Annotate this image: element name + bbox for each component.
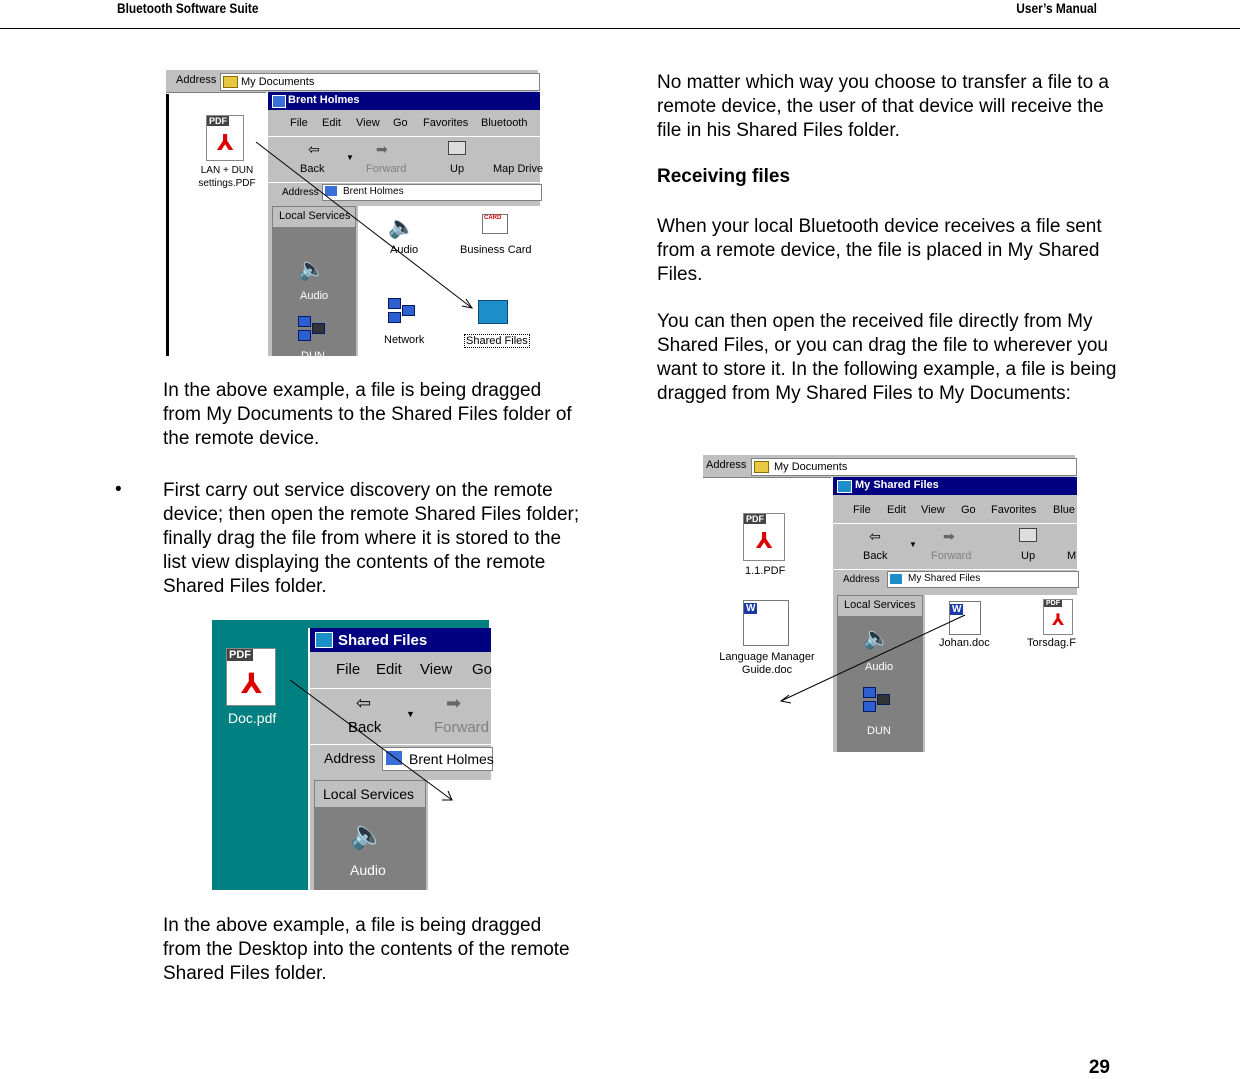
business-card-icon: CARD [482, 214, 508, 234]
dropdown-icon[interactable]: ▼ [406, 709, 415, 719]
dropdown-icon[interactable]: ▼ [909, 540, 917, 549]
speaker-icon: 🔈 [388, 214, 416, 239]
list-item-audio[interactable]: Audio [390, 244, 419, 256]
speaker-icon: 🔈 [863, 625, 891, 650]
word-document-icon[interactable]: W [743, 600, 789, 646]
back-button[interactable]: Back [300, 163, 325, 175]
address-field[interactable]: Brent Holmes [382, 747, 493, 771]
pane-item-audio[interactable]: Audio [865, 661, 894, 673]
forward-button[interactable]: Forward [366, 163, 407, 175]
speaker-icon: 🔈 [298, 256, 326, 281]
pane-item-dun[interactable]: DUN [301, 350, 325, 362]
paragraph-transfer: No matter which way you choose to transfer a file to a remote device, the user of that device will receive the file in his Shared Files folder. [657, 72, 1109, 141]
menu-edit[interactable]: Edit [322, 117, 341, 129]
forward-button[interactable]: Forward [931, 550, 972, 562]
window-title: My Shared Files [855, 479, 939, 491]
header-title: Bluetooth Software Suite [117, 0, 259, 16]
page-number: 29 [1088, 1057, 1110, 1078]
pane-item-audio[interactable]: Audio [350, 862, 386, 878]
menu-file[interactable]: File [336, 661, 361, 678]
desktop-file-label: Doc.pdf [228, 710, 277, 726]
menu-bluetooth[interactable]: Blue [1053, 504, 1076, 516]
bullet-mark: • [115, 479, 122, 500]
pdf-file-icon[interactable]: PDF ⅄ [743, 513, 785, 561]
back-button[interactable]: Back [348, 719, 382, 736]
menu-edit[interactable]: Edit [887, 504, 906, 516]
bullet-text: First carry out service discovery on the remote device; then open the remote Shared Files folder; finally drag the file from where it is stored to the list view displaying the contents of the remote Shared Files folder. [163, 480, 580, 597]
pdf-file-icon[interactable]: PDF ⅄ [226, 648, 276, 706]
screenshot-drag-from-desktop [212, 620, 494, 890]
window-title: Brent Holmes [288, 94, 360, 106]
inner-address-label: Address [282, 187, 319, 198]
back-button[interactable]: Back [863, 550, 888, 562]
pdf-file-icon[interactable]: PDF ⅄ [206, 115, 244, 161]
menu-go[interactable]: Go [393, 117, 408, 129]
address-field[interactable]: My Documents [751, 458, 1077, 476]
address-label: Address [324, 750, 376, 766]
section-heading: Receiving files [657, 166, 791, 187]
forward-arrow-icon: ➡ [943, 528, 955, 544]
dropdown-icon[interactable]: ▼ [346, 153, 354, 162]
up-button[interactable]: Up [450, 163, 465, 175]
local-services-tab[interactable]: Local Services [837, 595, 923, 617]
forward-arrow-icon: ➡ [376, 141, 388, 157]
pane-item-dun[interactable]: DUN [867, 725, 891, 737]
map-drive-button[interactable]: M [1067, 550, 1077, 562]
pdf-file-icon[interactable]: PDF ⅄ [1043, 599, 1073, 635]
pane-item-audio[interactable]: Audio [300, 290, 329, 302]
up-button[interactable]: Up [1021, 550, 1036, 562]
address-field[interactable]: My Documents [220, 73, 540, 91]
inner-address-field[interactable]: My Shared Files [887, 571, 1079, 588]
list-item-shared-files[interactable]: Shared Files [466, 335, 528, 347]
menu-favorites[interactable]: Favorites [423, 117, 469, 129]
drag-arrow [212, 620, 489, 890]
menu-file[interactable]: File [290, 117, 308, 129]
paragraph-open: You can then open the received file directly from My Shared Files, or you can drag the file to wherever you want to store it. In the following example, a file is being dragged from My Shared Files to My Documents: [657, 311, 1117, 404]
inner-address-label: Address [843, 574, 880, 585]
menu-go[interactable]: Go [472, 661, 493, 678]
list-item-johan-doc[interactable]: Johan.doc [939, 637, 990, 649]
back-arrow-icon: ⇦ [356, 693, 372, 713]
address-label: Address [176, 74, 217, 86]
map-drive-button[interactable]: Map Drive [493, 163, 544, 175]
menu-bluetooth[interactable]: Bluetooth [481, 117, 528, 129]
window-title: Shared Files [338, 632, 428, 649]
menu-view[interactable]: View [921, 504, 945, 516]
menu-view[interactable]: View [356, 117, 380, 129]
speaker-icon: 🔈 [350, 819, 385, 850]
menu-view[interactable]: View [420, 661, 453, 678]
forward-button[interactable]: Forward [434, 719, 490, 736]
menu-go[interactable]: Go [961, 504, 976, 516]
paragraph-receiving: When your local Bluetooth device receives a file sent from a remote device, the file is placed in My Shared Files. [657, 216, 1102, 285]
drag-arrow [166, 70, 538, 356]
desktop-file-label: LAN + DUN settings.PDF [198, 165, 256, 189]
drag-arrow [703, 455, 1075, 752]
desktop-file-1: 1.1.PDF [745, 565, 786, 577]
address-label: Address [706, 459, 747, 471]
screenshot-drag-to-my-documents [703, 455, 1075, 752]
list-item-network[interactable]: Network [384, 334, 425, 346]
page-header [0, 0, 1240, 29]
menu-edit[interactable]: Edit [376, 661, 402, 678]
local-services-tab[interactable]: Local Services [314, 780, 426, 808]
word-document-icon[interactable]: W [949, 601, 981, 635]
desktop-file-2: Language Manager Guide.doc [719, 651, 815, 676]
caption-2: In the above example, a file is being dragged from the Desktop into the contents of the remote Shared Files folder. [163, 915, 570, 984]
local-services-tab[interactable]: Local Services [272, 206, 356, 228]
back-arrow-icon: ⇦ [869, 528, 881, 544]
forward-arrow-icon: ➡ [446, 693, 462, 713]
header-manual: User’s Manual [1016, 0, 1097, 16]
back-arrow-icon: ⇦ [308, 141, 320, 157]
inner-address-field[interactable]: Brent Holmes [322, 184, 542, 201]
list-item-business-card[interactable]: Business Card [460, 244, 532, 256]
caption-1: In the above example, a file is being dragged from My Documents to the Shared Files folder of the remote device. [163, 380, 572, 449]
menu-file[interactable]: File [853, 504, 871, 516]
list-item-torsdag[interactable]: Torsdag.F [1027, 637, 1076, 649]
menu-favorites[interactable]: Favorites [991, 504, 1037, 516]
screenshot-drag-from-my-documents [166, 70, 544, 362]
